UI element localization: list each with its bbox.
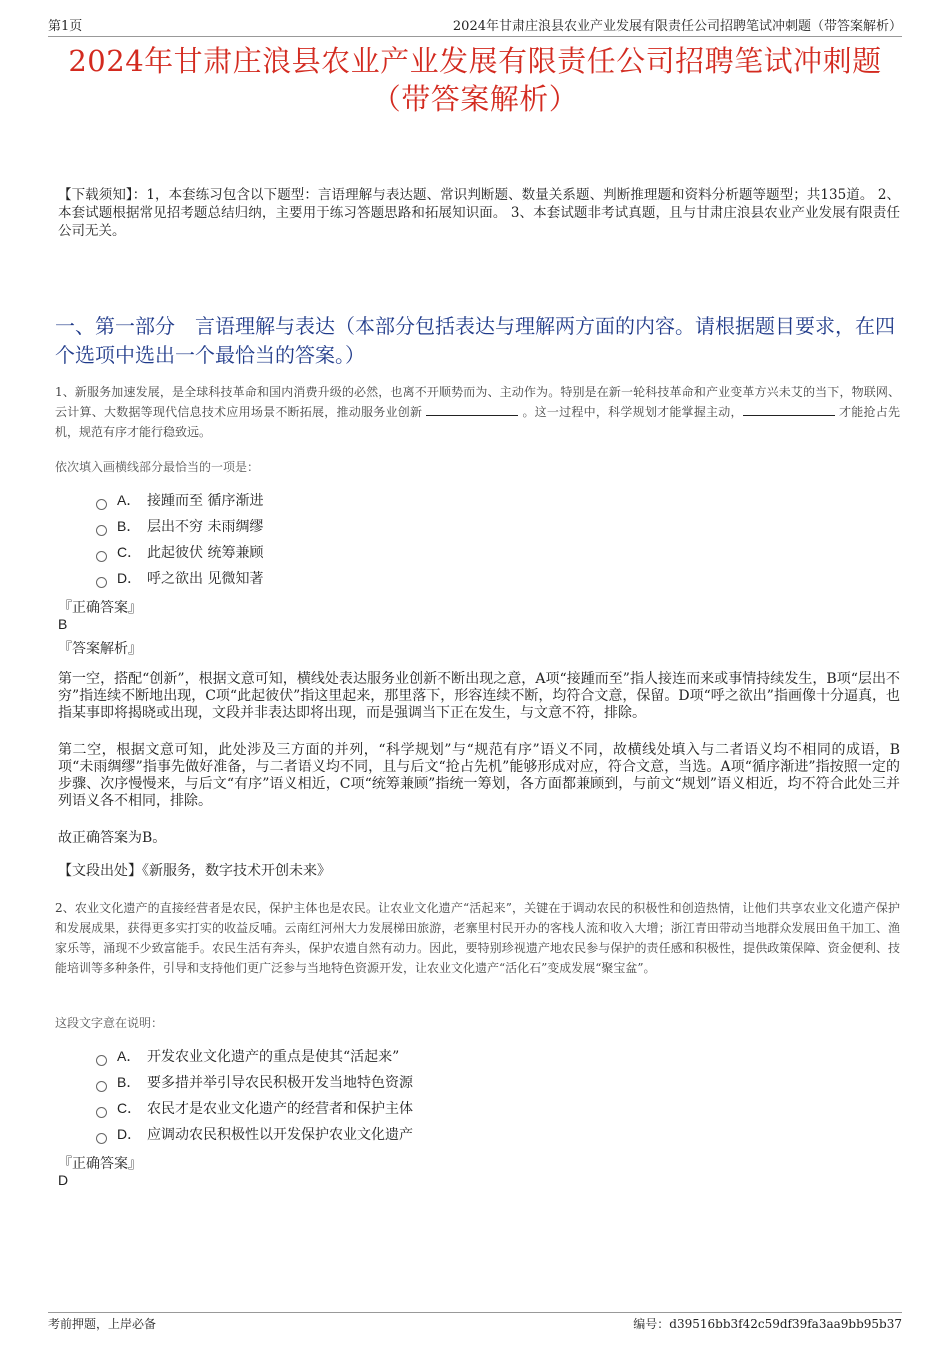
radio-icon[interactable] (96, 551, 107, 562)
radio-icon[interactable] (96, 1133, 107, 1144)
option-b[interactable]: B． 层出不穷 未雨绸缪 (96, 513, 263, 539)
question-1-text (55, 382, 900, 442)
question-1-options (96, 487, 263, 591)
document-title (40, 42, 910, 118)
option-d[interactable]: D． 呼之欲出 见微知著 (96, 565, 263, 591)
footer-slogan: 考前押题，上岸必备 (48, 1317, 157, 1331)
download-notice: 【下载须知】：1，本套练习包含以下题型：言语理解与表达题、常识判断题、数量关系题、判断推理题和资料分析题等题型；共135道。 2、本套试题根据常见招考题总结归纳，主要用于练习答题思路和拓展知识面。 3、本套试题非考试真题，且与甘肃庄浪县农业产业发展有限责任公司无关。 (58, 187, 900, 239)
blank-2 (743, 403, 835, 416)
answer-value: D (58, 1172, 69, 1188)
page-footer (48, 1312, 902, 1332)
question-2-text: 2、农业文化遗产的直接经营者是农民，保护主体也是农民。让农业文化遗产“活起来”，关键在于调动农民的积极性和创造热情，让他们共享农业文化遗产保护和发展成果，获得更多实打实的收益反哺。云南红河州大力发展梯田旅游，老寨里村民开办的客栈人流和收入大增；浙江青田带动当地群众发展田鱼干加工、渔家乐等，涌现不少致富能手。农民生活有奔头，保护农遗自然有动力。因此，要特别珍视遗产地农民参与保护的责任感和积极性，提供政策保障、资金便利、技能培训等多种条件，引导和支持他们更广泛参与当地特色资源开发，让农业文化遗产“活化石”变成发展“聚宝盆”。 (55, 901, 900, 975)
question-2-prompt: 这段文字意在说明： (55, 1016, 164, 1030)
question-1-text-b: 。这一过程中，科学规划才能掌握主动， (522, 405, 743, 419)
footer-serial: 编号：d39516bb3f42c59df39fa3aa9bb95b37 (633, 1317, 902, 1331)
analysis-conclusion: 故正确答案为B。 (58, 830, 167, 846)
radio-icon[interactable] (96, 1107, 107, 1118)
title-line-2: （带答案解析） (371, 82, 579, 116)
option-c[interactable]: C． 农民才是农业文化遗产的经营者和保护主体 (96, 1095, 413, 1121)
section-heading: 一、第一部分 言语理解与表达（本部分包括表达与理解两方面的内容。请根据题目要求，在四个选项中选出一个最恰当的答案。） (55, 314, 895, 367)
page-number: 第1页 (48, 19, 83, 34)
blank-1 (426, 403, 518, 416)
answer-value: B (58, 616, 68, 632)
radio-icon[interactable] (96, 577, 107, 588)
radio-icon[interactable] (96, 1081, 107, 1092)
question-1-text-c: 才能抢占先机，规范有序才能行稳致远。 (55, 405, 900, 439)
title-line-1: 2024年甘肃庄浪县农业产业发展有限责任公司招聘笔试冲刺题 (68, 44, 882, 78)
option-c[interactable]: C． 此起彼伏 统筹兼顾 (96, 539, 263, 565)
option-b[interactable]: B． 要多措并举引导农民积极开发当地特色资源 (96, 1069, 413, 1095)
analysis-label: 『答案解析』 (58, 641, 142, 657)
analysis-paragraph-1: 第一空，搭配“创新”，根据文意可知，横线处表达服务业创新不断出现之意，A项“接踵而至”指人接连而来或事情持续发生，B项“层出不穷”指连续不断地出现，C项“此起彼伏”指这里起来，那里落下，形容连续不断，均符合文意，保留。D项“呼之欲出”指画像十分逼真，也指某事即将揭晓或出现，文段并非表达即将出现，而是强调当下正在发生，与文意不符，排除。 (58, 671, 900, 721)
option-a[interactable]: A． 接踵而至 循序渐进 (96, 487, 263, 513)
page-header (48, 14, 902, 37)
answer-label: 『正确答案』 (58, 1156, 142, 1172)
question-2-options (96, 1043, 413, 1147)
radio-icon[interactable] (96, 1055, 107, 1066)
question-1-text-a: 1、新服务加速发展，是全球科技革命和国内消费升级的必然，也离不开顺势而为、主动作为。特别是在新一轮科技革命和产业变革方兴未艾的当下，物联网、云计算、大数据等现代信息技术应用场景不断拓展，推动服务业创新 (55, 385, 900, 419)
option-a[interactable]: A． 开发农业文化遗产的重点是使其“活起来” (96, 1043, 413, 1069)
question-1-prompt: 依次填入画横线部分最恰当的一项是： (55, 460, 260, 474)
radio-icon[interactable] (96, 525, 107, 536)
analysis-paragraph-2: 第二空，根据文意可知，此处涉及三方面的并列，“科学规划”与“规范有序”语义不同，故横线处填入与二者语义均不相同的成语，B项“未雨绸缪”指事先做好准备，与二者语义均不同，且与后文“抢占先机”能够形成对应，符合文意，当选。A项“循序渐进”指按照一定的步骤、次序慢慢来，与后文“有序”语义相近，C项“统筹兼顾”指统一筹划，各方面都兼顾到，与前文“规划”语义相近，均不符合此处三并列语义各不相同，排除。 (58, 742, 900, 809)
header-doc-title: 2024年甘肃庄浪县农业产业发展有限责任公司招聘笔试冲刺题（带答案解析） (452, 19, 902, 34)
option-d[interactable]: D． 应调动农民积极性以开发保护农业文化遗产 (96, 1121, 413, 1147)
answer-label: 『正确答案』 (58, 600, 142, 616)
source-citation: 【文段出处】《新服务，数字技术开创未来》 (58, 863, 331, 879)
radio-icon[interactable] (96, 499, 107, 510)
